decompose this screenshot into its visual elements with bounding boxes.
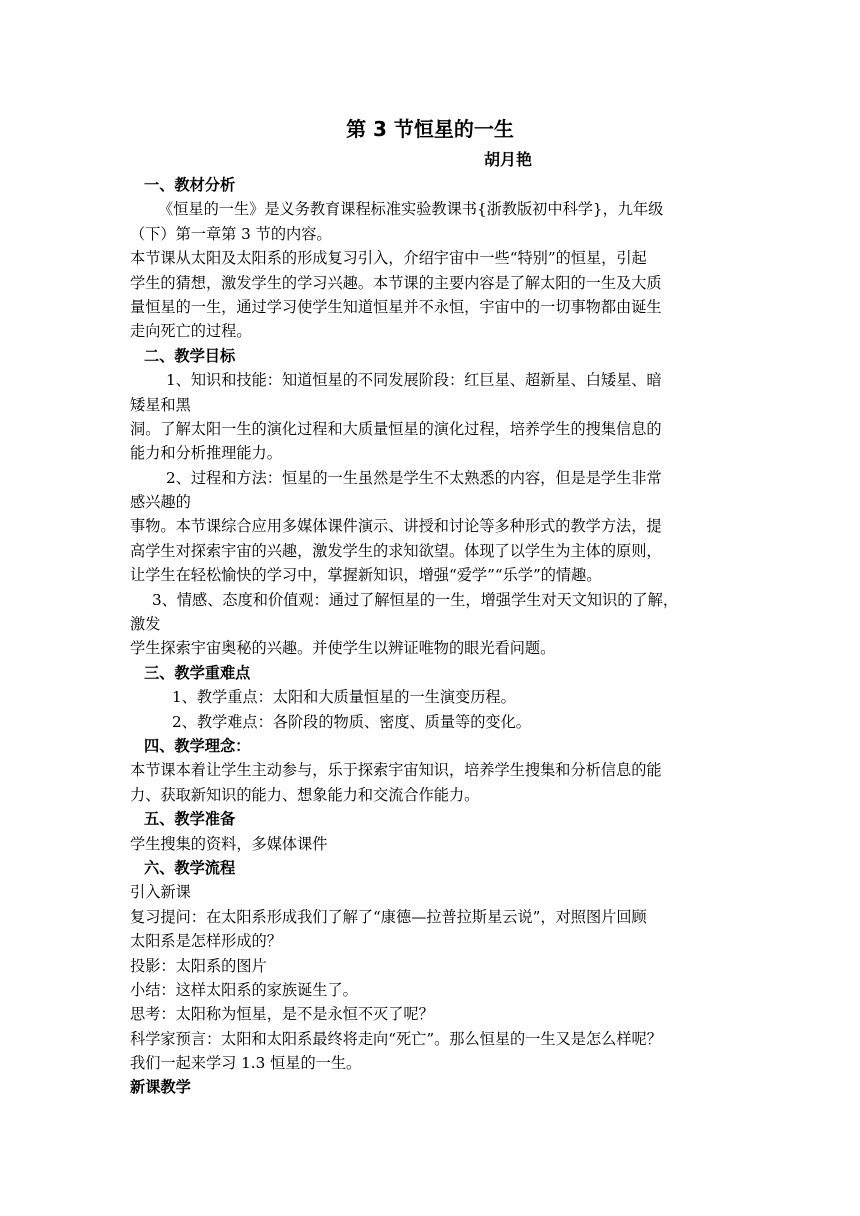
paragraph-line: 1、知识和技能：知道恒星的不同发展阶段：红巨星、超新星、白矮星、暗 bbox=[166, 371, 662, 390]
section-heading: 六、教学流程 bbox=[144, 858, 236, 877]
paragraph-line: 《恒星的一生》是义务教育课程标准实验教课书{浙教版初中科学}，九年级 bbox=[158, 200, 664, 219]
paragraph-line: 思考：太阳称为恒星，是不是永恒不灭了呢？ bbox=[130, 1005, 434, 1024]
paragraph-line: 我们一起来学习 1.3 恒星的一生。 bbox=[130, 1054, 362, 1073]
paragraph-line: 投影：太阳系的图片 bbox=[130, 956, 267, 975]
paragraph-line: 洞。了解太阳一生的演化过程和大质量恒星的演化过程，培养学生的搜集信息的 bbox=[130, 419, 662, 438]
document-body bbox=[130, 173, 735, 1100]
paragraph-line: 2、过程和方法：恒星的一生虽然是学生不太熟悉的内容，但是是学生非常 bbox=[166, 468, 662, 487]
paragraph-line: 小结：这样太阳系的家族诞生了。 bbox=[130, 980, 358, 999]
paragraph-line: 本节课从太阳及太阳系的形成复习引入，介绍宇宙中一些“特别”的恒星，引起 bbox=[130, 249, 647, 268]
document-title: 第 3 节恒星的一生 bbox=[346, 117, 514, 141]
paragraph-line: 复习提问：在太阳系形成我们了解了“康德—拉普拉斯星云说”，对照图片回顾 bbox=[130, 907, 647, 926]
paragraph-line: 太阳系是怎样形成的？ bbox=[130, 932, 282, 951]
paragraph-line: 力、获取新知识的能力、想象能力和交流合作能力。 bbox=[130, 785, 480, 804]
paragraph-line: 科学家预言：太阳和太阳系最终将走向“死亡”。那么恒星的一生又是怎么样呢？ bbox=[130, 1029, 662, 1048]
paragraph-line: 2、教学难点：各阶段的物质、密度、质量等的变化。 bbox=[172, 712, 531, 731]
paragraph-line: 能力和分析推理能力。 bbox=[130, 444, 282, 463]
paragraph-line: 高学生对探索宇宙的兴趣，激发学生的求知欲望。体现了以学生为主体的原则， bbox=[130, 541, 662, 560]
paragraph-line: 激发 bbox=[130, 615, 161, 634]
paragraph-line: 1、教学重点：太阳和大质量恒星的一生演变历程。 bbox=[172, 688, 516, 707]
section-heading: 二、教学目标 bbox=[144, 346, 236, 365]
paragraph-line: 矮星和黑 bbox=[130, 395, 191, 414]
paragraph-line: 引入新课 bbox=[130, 883, 191, 902]
paragraph-line: 学生搜集的资料，多媒体课件 bbox=[130, 834, 328, 853]
section-heading: 一、教材分析 bbox=[144, 176, 236, 194]
document-author: 胡月艳 bbox=[484, 150, 533, 169]
paragraph-line: 量恒星的一生，通过学习使学生知道恒星并不永恒，宇宙中的一切事物都由诞生 bbox=[130, 297, 662, 316]
section-heading: 新课教学 bbox=[130, 1078, 191, 1097]
paragraph-line: 学生探索宇宙奥秘的兴趣。并使学生以辨证唯物的眼光看问题。 bbox=[130, 639, 556, 658]
section-heading: 五、教学准备 bbox=[144, 810, 236, 829]
paragraph-line: 3、情感、态度和价值观：通过了解恒星的一生，增强学生对天文知识的了解， bbox=[152, 590, 679, 609]
paragraph-line: （下）第一章第 3 节的内容。 bbox=[130, 224, 332, 243]
paragraph-line: 事物。本节课综合应用多媒体课件演示、讲授和讨论等多种形式的教学方法，提 bbox=[130, 517, 662, 536]
paragraph-line: 学生的猜想，激发学生的学习兴趣。本节课的主要内容是了解太阳的一生及大质 bbox=[130, 273, 662, 292]
paragraph-line: 感兴趣的 bbox=[130, 493, 191, 512]
paragraph-line: 本节课本着让学生主动参与，乐于探索宇宙知识，培养学生搜集和分析信息的能 bbox=[130, 761, 662, 780]
section-heading: 三、教学重难点 bbox=[144, 663, 251, 682]
paragraph-line: 让学生在轻松愉快的学习中，掌握新知识，增强“爱学”“乐学”的情趣。 bbox=[130, 566, 602, 585]
section-heading: 四、教学理念： bbox=[144, 736, 251, 755]
paragraph-line: 走向死亡的过程。 bbox=[130, 322, 252, 341]
